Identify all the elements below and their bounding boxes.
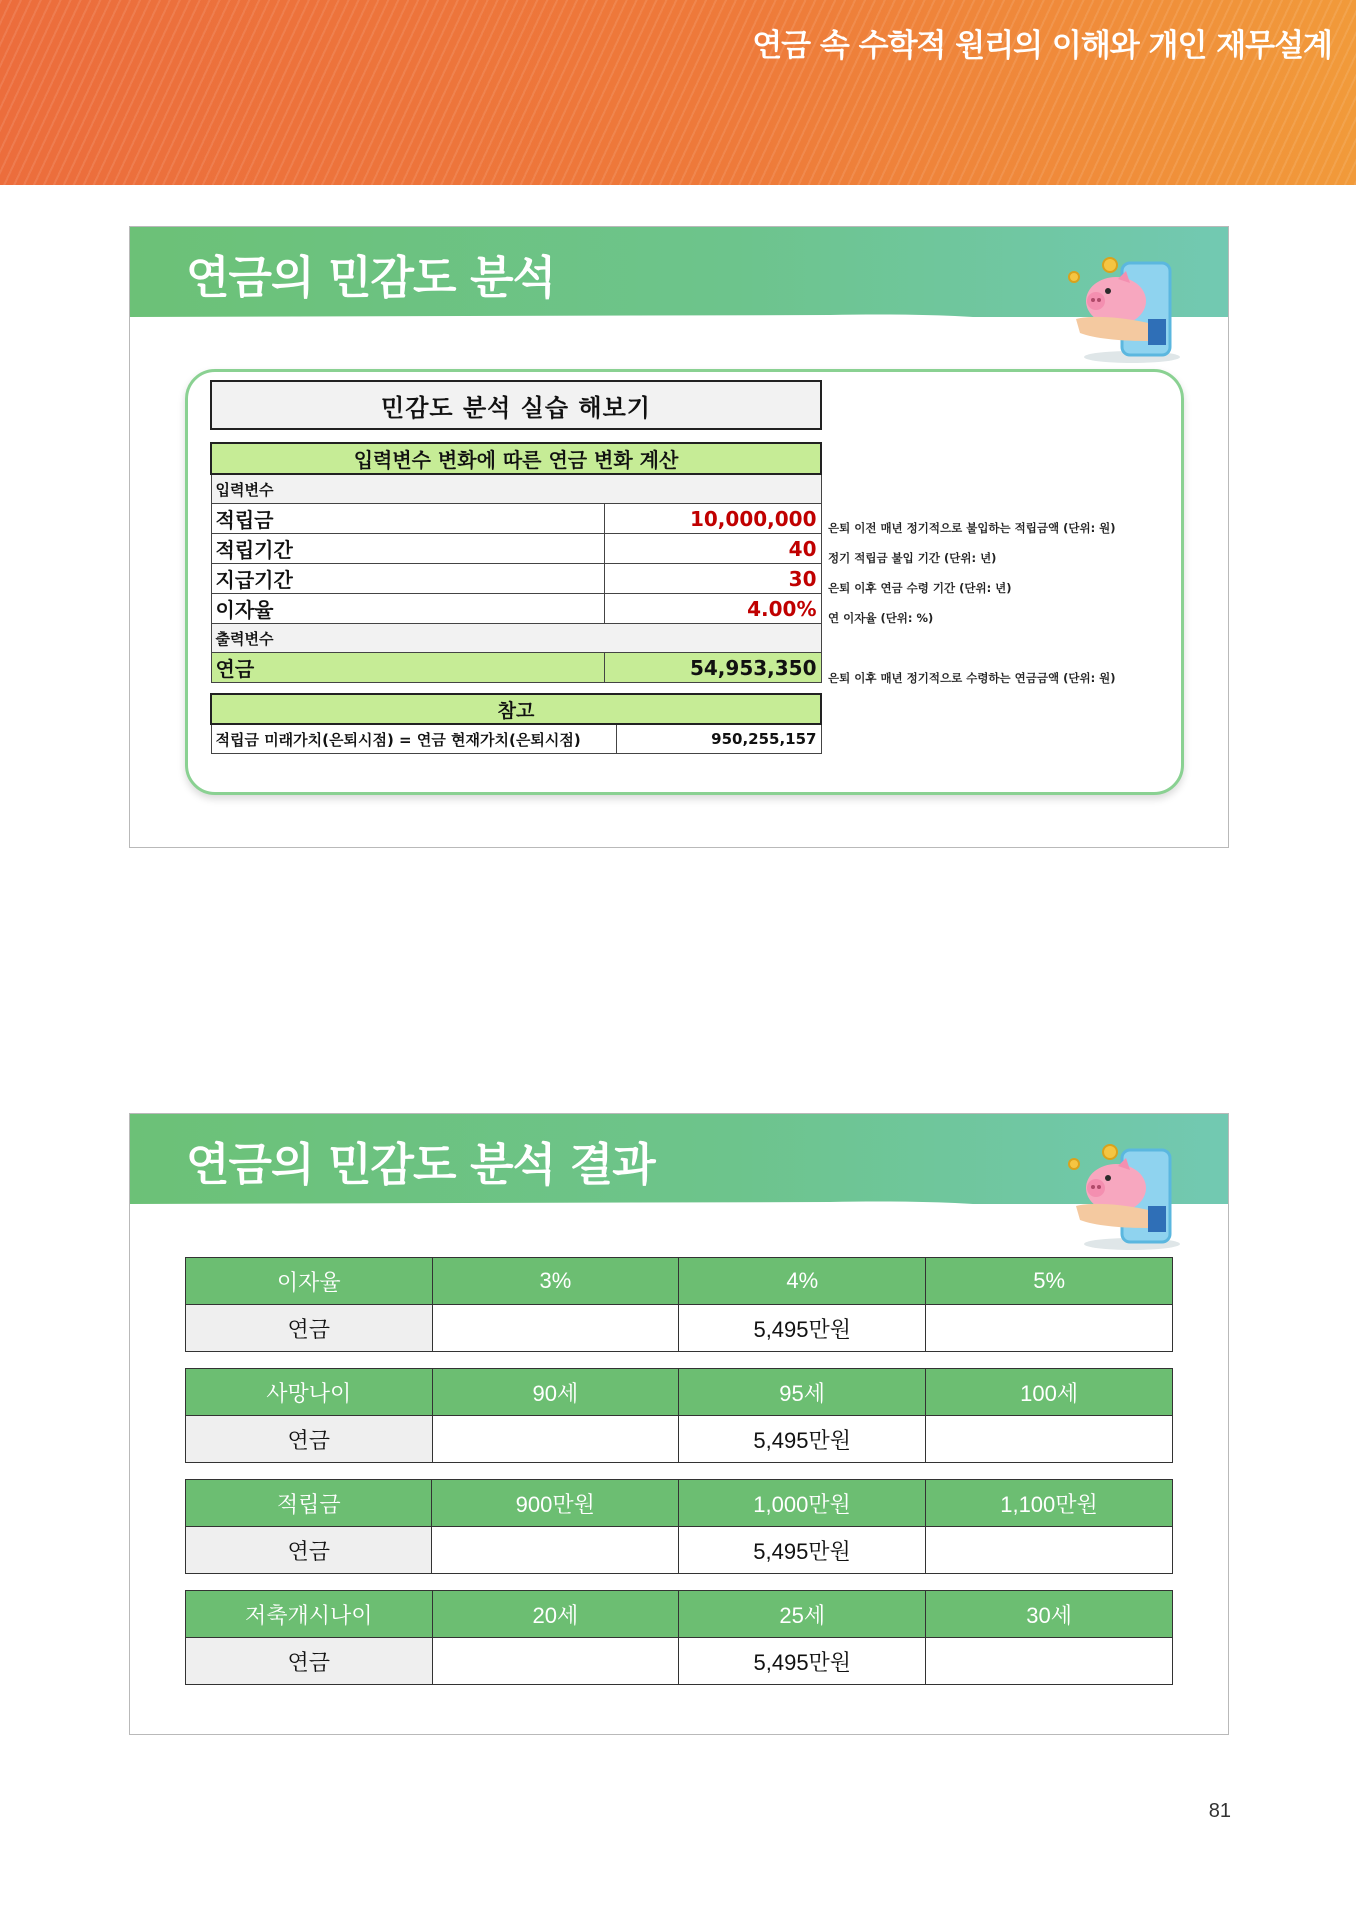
param-label: 저축개시나이: [186, 1591, 433, 1638]
param-option: 100세: [926, 1369, 1173, 1416]
slide-title: 연금의 민감도 분석: [186, 251, 556, 304]
result-cell: [926, 1305, 1173, 1352]
interest-rate-table: [185, 1257, 1173, 1352]
output-value: 54,953,350: [604, 653, 821, 683]
death-age-table: [185, 1368, 1173, 1463]
input-row: [211, 534, 821, 564]
slide-title: 연금의 민감도 분석 결과: [186, 1138, 655, 1191]
output-section-label: 출력변수: [211, 624, 821, 653]
reference-value: 950,255,157: [616, 724, 821, 754]
result-cell: [926, 1638, 1173, 1685]
param-option: 95세: [679, 1369, 926, 1416]
savings-amount-table: [185, 1479, 1173, 1574]
input-value-cell[interactable]: 4.00%: [604, 594, 821, 624]
calculation-panel: [185, 369, 1184, 795]
param-option: 30세: [926, 1591, 1173, 1638]
input-section-label: 입력변수: [211, 474, 821, 504]
result-cell: [926, 1527, 1173, 1574]
savings-start-age-table: [185, 1590, 1173, 1685]
reference-label: 적립금 미래가치(은퇴시점) = 연금 현재가치(은퇴시점): [211, 724, 616, 754]
input-value-cell[interactable]: 10,000,000: [604, 504, 821, 534]
param-option: 20세: [432, 1591, 679, 1638]
result-cell: [432, 1638, 679, 1685]
input-label: 이자율: [211, 594, 604, 624]
slide-sensitivity-results: [129, 1113, 1229, 1735]
piggy-bank-phone-icon: [1062, 1144, 1182, 1254]
input-row: [211, 504, 821, 534]
param-option: 4%: [679, 1258, 926, 1305]
spreadsheet: [210, 380, 822, 754]
param-label: 적립금: [186, 1480, 432, 1527]
input-note: 은퇴 이전 매년 정기적으로 불입하는 적립금액 (단위: 원): [828, 521, 1116, 535]
param-option: 5%: [926, 1258, 1173, 1305]
input-label: 지급기간: [211, 564, 604, 594]
banner-title: 연금 속 수학적 원리의 이해와 개인 재무설계: [752, 28, 1332, 64]
result-label: 연금: [186, 1638, 433, 1685]
result-label: 연금: [186, 1305, 433, 1352]
result-cell: [432, 1416, 679, 1463]
param-option: 25세: [679, 1591, 926, 1638]
input-value-cell[interactable]: 30: [604, 564, 821, 594]
page-number: 81: [1208, 1800, 1231, 1822]
input-label: 적립기간: [211, 534, 604, 564]
reference-header: 참고: [211, 694, 821, 724]
param-option: 1,000만원: [679, 1480, 926, 1527]
input-row: [211, 594, 821, 624]
reference-table: [210, 693, 822, 754]
output-row: [211, 653, 821, 683]
input-note: 연 이자율 (단위: %): [828, 611, 934, 625]
param-option: 90세: [432, 1369, 679, 1416]
result-label: 연금: [186, 1527, 432, 1574]
param-option: 3%: [432, 1258, 679, 1305]
result-cell: 5,495만원: [679, 1638, 926, 1685]
input-value-cell[interactable]: 40: [604, 534, 821, 564]
top-banner: [0, 0, 1356, 185]
result-cell: 5,495만원: [679, 1527, 926, 1574]
result-cell: 5,495만원: [679, 1305, 926, 1352]
param-label: 이자율: [186, 1258, 433, 1305]
param-option: 1,100만원: [926, 1480, 1173, 1527]
result-cell: 5,495만원: [679, 1416, 926, 1463]
param-option: 900만원: [432, 1480, 679, 1527]
input-row: [211, 564, 821, 594]
slide-sensitivity-analysis: [129, 226, 1229, 848]
input-note: 정기 적립금 불입 기간 (단위: 년): [828, 551, 997, 565]
piggy-bank-phone-icon: [1062, 257, 1182, 367]
result-label: 연금: [186, 1416, 433, 1463]
sheet-title: 민감도 분석 실습 해보기: [210, 380, 822, 430]
input-note: 은퇴 이후 연금 수령 기간 (단위: 년): [828, 581, 1012, 595]
result-cell: [432, 1305, 679, 1352]
output-note: 은퇴 이후 매년 정기적으로 수령하는 연금금액 (단위: 원): [828, 671, 1116, 685]
calc-table: [210, 442, 822, 683]
param-label: 사망나이: [186, 1369, 433, 1416]
output-label: 연금: [211, 653, 604, 683]
result-cell: [432, 1527, 679, 1574]
result-cell: [926, 1416, 1173, 1463]
input-label: 적립금: [211, 504, 604, 534]
calc-header: 입력변수 변화에 따른 연금 변화 계산: [211, 443, 821, 474]
